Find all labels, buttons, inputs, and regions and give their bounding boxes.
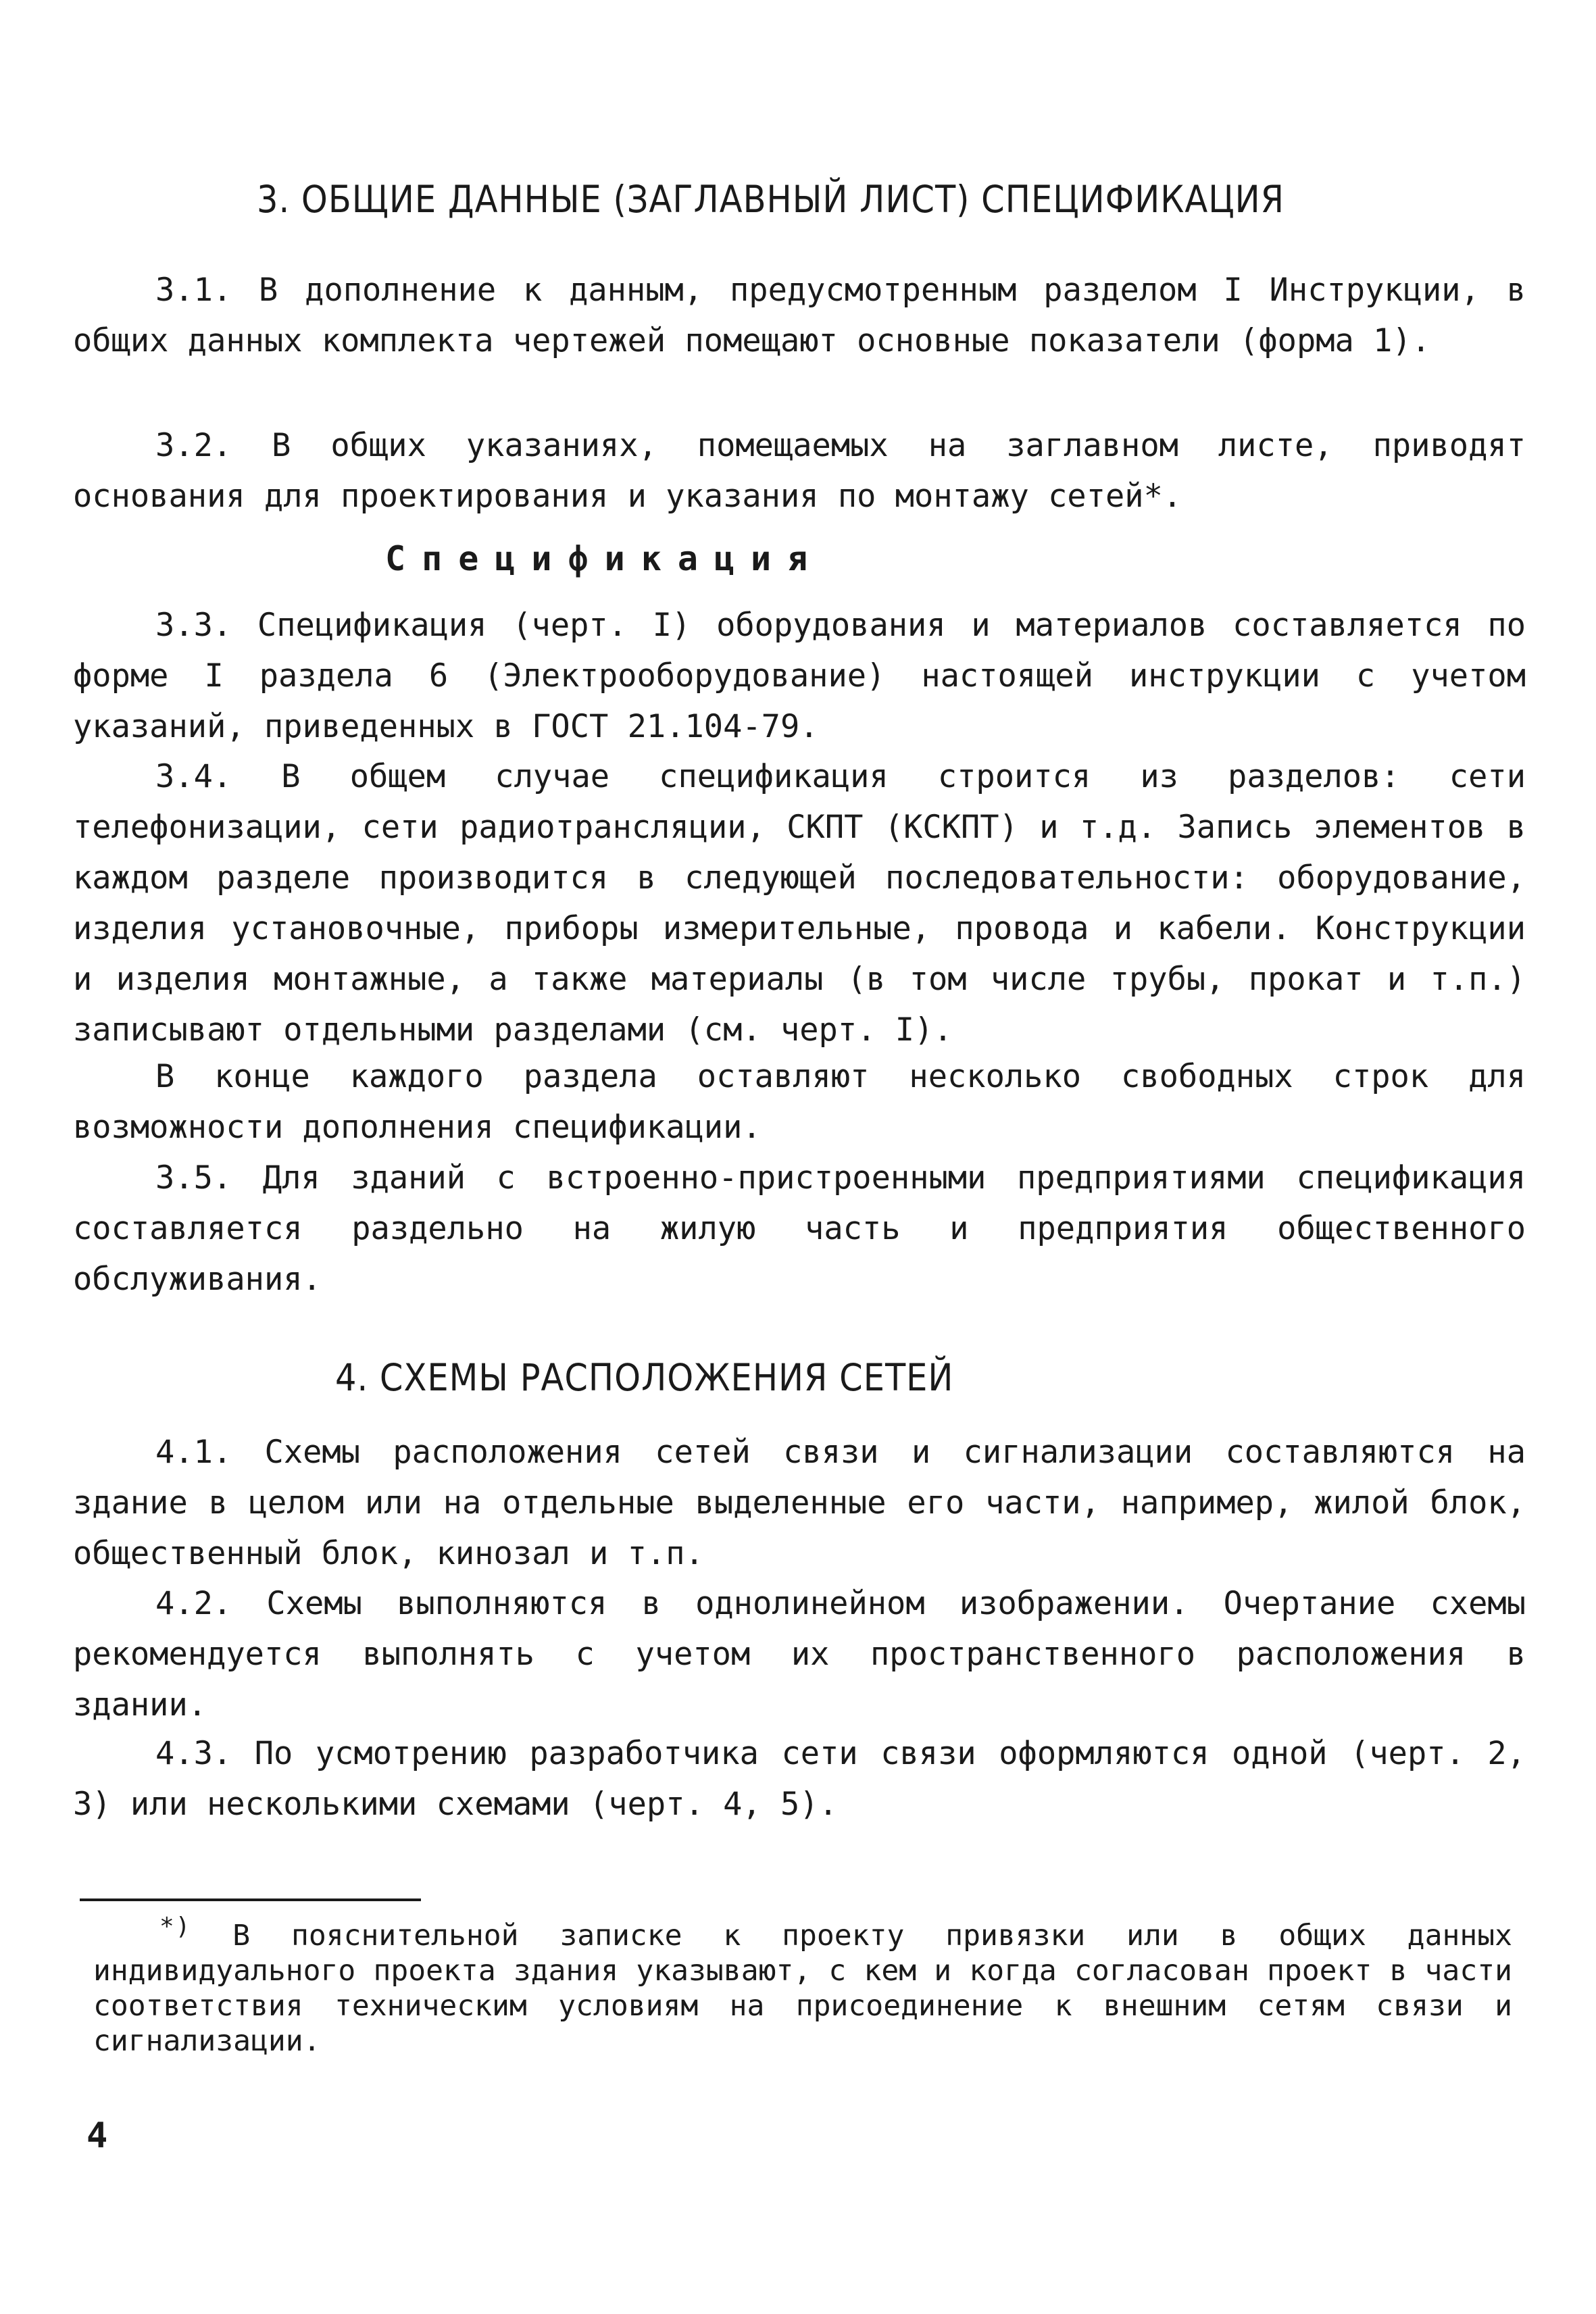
paragraph-4-1: 4.1. Схемы расположения сетей связи и сигнализации составляются на здание в целом или на отдельные выделенные его части, например, жилой блок, общественный блок, кинозал и т.п.: [73, 1434, 1526, 1572]
section-4-heading: 4. СХЕМЫ РАСПОЛОЖЕНИЯ СЕТЕЙ: [335, 1356, 954, 1399]
paragraph-4-2: 4.2. Схемы выполняются в однолинейном изображении. Очертание схемы рекомендуется выполнять с учетом их пространственного расположения в здании.: [73, 1585, 1526, 1724]
paragraph-4-3: 4.3. По усмотрению разработчика сети связи оформляются одной (черт. 2, 3) или несколькими схемами (черт. 4, 5).: [73, 1735, 1526, 1823]
paragraph-3-4-continued: В конце каждого раздела оставляют несколько свободных строк для возможности дополнения спецификации.: [73, 1058, 1526, 1146]
page-number: 4: [86, 2115, 108, 2156]
paragraph-3-3: 3.3. Спецификация (черт. I) оборудования и материалов составляется по форме I раздела 6 (Электрооборудование) настоящей инструкции с учетом указаний, приведенных в ГОСТ 21.104-79.: [73, 607, 1526, 745]
paragraph-3-5: 3.5. Для зданий с встроенно-пристроенными предприятиями спецификация составляется раздельно на жилую часть и предприятия общественного обслуживания.: [73, 1159, 1526, 1298]
footnote: [93, 1909, 1512, 2059]
paragraph-3-4: 3.4. В общем случае спецификация строится из разделов: сети телефонизации, сети радиотрансляции, СКПТ (КСКПТ) и т.д. Запись элементов в каждом разделе производится в следующей последовательности: оборудование, изделия установочные, приборы измерительные, провода и кабели. Конструкции и изделия монтажные, а также материалы (в том числе трубы, прокат и т.п.) записывают отдельными разделами (см. черт. I).: [73, 758, 1526, 1049]
footnote-marker: *): [159, 1913, 192, 1940]
paragraph-3-1: 3.1. В дополнение к данным, предусмотренным разделом I Инструкции, в общих данных комплекта чертежей помещают основные показатели (форма 1).: [73, 272, 1526, 359]
footnote-separator: [80, 1898, 421, 1901]
footnote-text: В пояснительной записке к проекту привязки или в общих данных индивидуального проекта здания указывают, с кем и когда согласован проект в части соответствия техническим условиям на присоединение к внешним сетям связи и сигнализации.: [93, 1919, 1513, 2058]
paragraph-3-2: 3.2. В общих указаниях, помещаемых на заглавном листе, приводят основания для проектирования и указания по монтажу сетей*.: [73, 427, 1526, 515]
section-3-heading: 3. ОБЩИЕ ДАННЫЕ (ЗАГЛАВНЫЙ ЛИСТ) СПЕЦИФИКАЦИЯ: [257, 178, 1285, 221]
specification-subheading: Спецификация: [385, 539, 824, 578]
